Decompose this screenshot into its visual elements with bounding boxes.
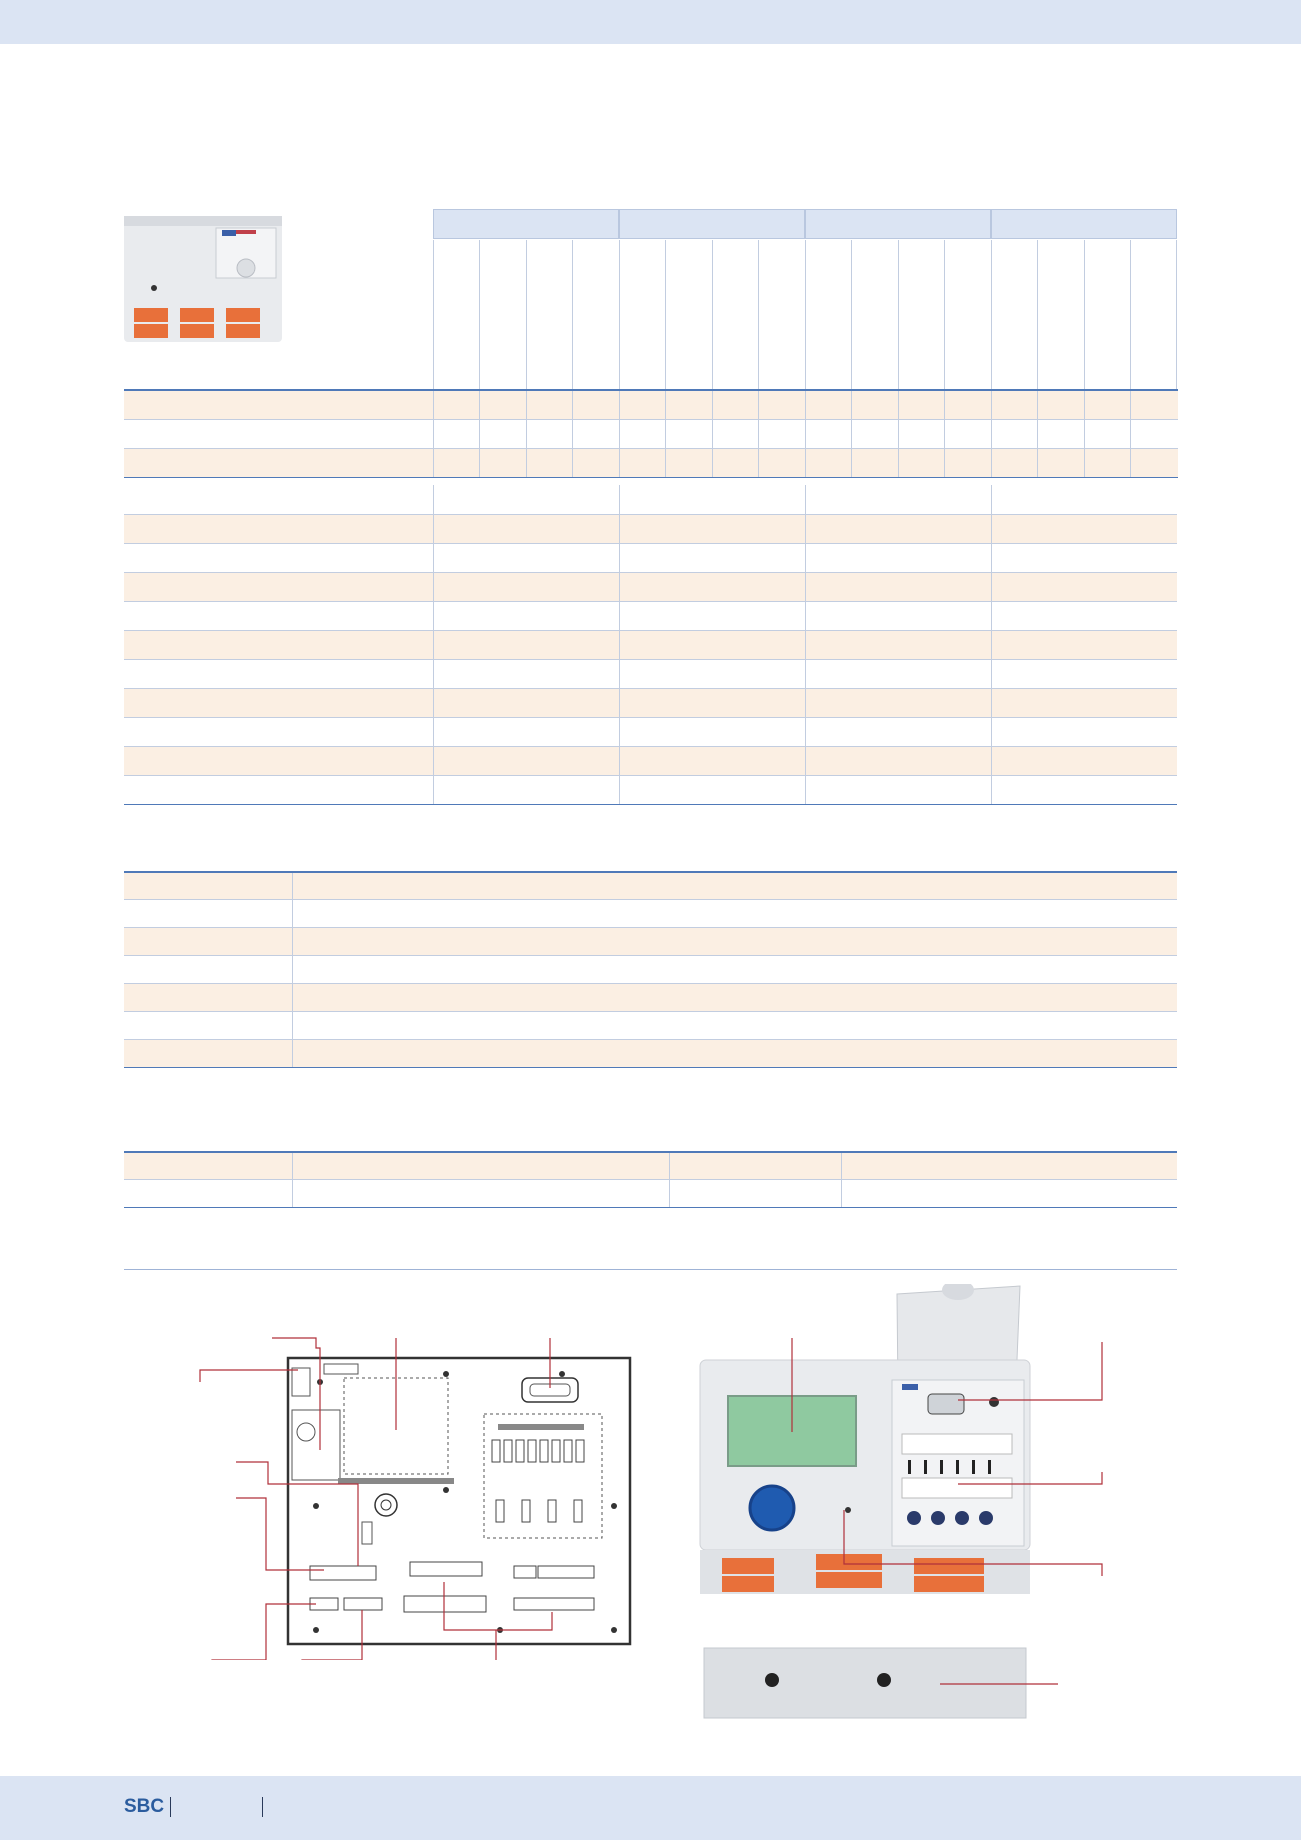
table-row <box>124 955 1177 983</box>
table-row <box>124 572 1177 601</box>
table-row <box>124 872 1177 899</box>
device-photo <box>692 1284 1112 1744</box>
board-drawing <box>124 1330 664 1660</box>
table-row <box>124 485 1177 514</box>
column-subheaders <box>433 240 1177 390</box>
column-group-header <box>433 209 619 239</box>
table-row <box>124 514 1177 543</box>
product-variant-table <box>124 389 1178 478</box>
table-row <box>124 419 1178 448</box>
table-row <box>124 659 1177 688</box>
table-row <box>124 983 1177 1011</box>
section-divider <box>124 1269 1177 1270</box>
table-row <box>124 899 1177 927</box>
footer-separator <box>170 1797 171 1817</box>
table-row <box>124 717 1177 746</box>
column-group-header <box>805 209 991 239</box>
general-data-table <box>124 871 1177 1068</box>
table-row <box>124 1011 1177 1039</box>
table-row <box>124 688 1177 717</box>
table-row <box>124 630 1177 659</box>
table-row <box>124 775 1177 804</box>
table-row <box>124 543 1177 572</box>
column-group-header <box>991 209 1177 239</box>
table-row <box>124 1039 1177 1067</box>
footer-brand: SBC <box>124 1796 165 1817</box>
table-row <box>124 390 1178 419</box>
accessories-table <box>124 1151 1177 1208</box>
table-row <box>124 1152 1177 1179</box>
table-row <box>124 601 1177 630</box>
footer-band <box>0 1776 1301 1840</box>
table-row <box>124 1179 1177 1207</box>
table-row <box>124 927 1177 955</box>
product-spec-table <box>124 485 1177 805</box>
product-photo <box>124 216 282 342</box>
footer-separator <box>262 1797 263 1817</box>
table-row <box>124 746 1177 775</box>
header-band <box>0 0 1301 44</box>
column-group-header <box>619 209 805 239</box>
table-row <box>124 448 1178 477</box>
